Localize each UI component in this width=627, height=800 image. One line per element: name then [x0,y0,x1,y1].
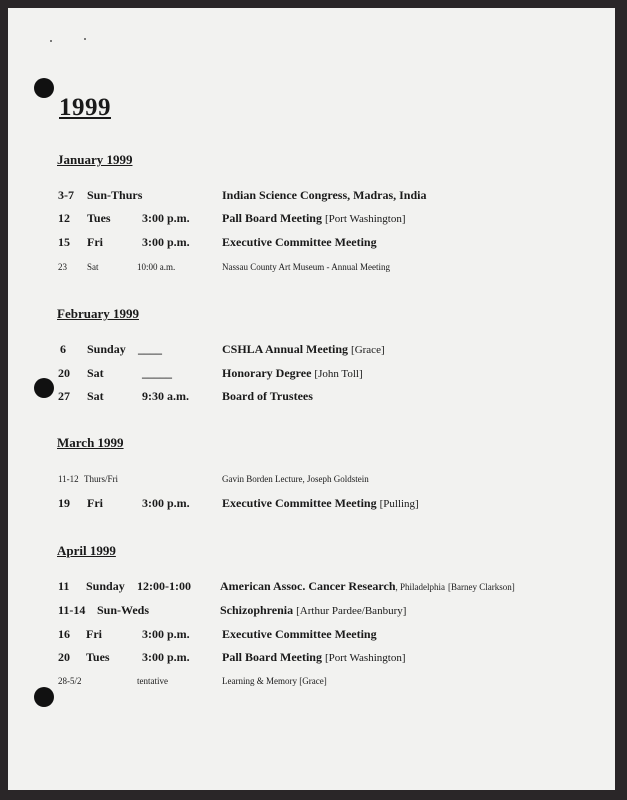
event-note: [Grace] [299,676,327,686]
event-day: Sunday [86,579,125,593]
event-title: Board of Trustees [222,389,313,403]
event-title: Learning & Memory [222,676,297,686]
event-time: 12:00-1:00 [137,579,191,593]
event-note: [Port Washington] [324,652,406,664]
event-title: Indian Science Congress, Madras, India [222,188,427,202]
event-title: Executive Committee Meeting [222,235,377,249]
event-entry [222,650,405,665]
event-date: 19 [58,496,70,510]
event-entry [222,342,385,357]
event-date: 23 [58,262,67,272]
event-time: tentative [137,676,168,686]
event-title: American Assoc. Cancer Research [220,579,396,593]
event-title: Executive Committee Meeting [222,627,377,641]
event-time: ____ [138,342,162,356]
event-time: 3:00 p.m. [142,211,190,225]
event-title: Gavin Borden Lecture, Joseph Goldstein [222,474,369,484]
event-day: Tues [87,211,111,225]
speck [50,40,52,42]
event-day: Sun-Weds [97,603,150,617]
event-day: Fri [87,496,103,510]
event-date: 12 [58,211,70,225]
event-day: Fri [87,235,103,249]
speck [84,38,86,40]
event-day: Sat [87,366,104,380]
event-date: 28-5/2 [58,676,82,686]
event-time: _____ [142,366,172,380]
event-date: 27 [58,389,70,403]
event-date: 11-12 [58,474,79,484]
event-note: [Arthur Pardee/Banbury] [296,605,407,617]
event-title: Nassau County Art Museum - Annual Meeting [222,262,390,272]
event-date: 11 [58,579,70,593]
month-heading-april: April 1999 [57,543,116,558]
event-note: [John Toll] [314,368,363,380]
event-time: 3:00 p.m. [142,627,190,641]
month-heading-february: February 1999 [57,306,139,321]
event-title: Schizophrenia [220,603,294,617]
punch-hole [34,78,54,98]
event-date: 11-14 [58,603,86,617]
event-title: CSHLA Annual Meeting [222,342,349,356]
event-title: Honorary Degree [222,366,312,380]
event-day: Sat [87,389,104,403]
event-note: [Pulling] [379,498,419,510]
event-entry [220,603,406,618]
event-day: Sun-Thurs [87,188,143,202]
event-date: 3-7 [58,188,74,202]
event-note: [Barney Clarkson] [448,582,515,592]
event-date: 20 [58,650,70,664]
event-date: 20 [58,366,70,380]
event-time: 3:00 p.m. [142,235,190,249]
month-heading-march: March 1999 [57,435,124,450]
event-entry [220,579,515,594]
event-entry [222,676,327,686]
event-title: Pall Board Meeting [222,211,322,225]
document-page [8,8,615,790]
event-time: 3:00 p.m. [142,650,190,664]
event-day: Sunday [87,342,126,356]
event-note: [Grace] [351,344,385,356]
event-entry [222,366,363,381]
page-title: 1999 [59,94,111,121]
event-time: 9:30 a.m. [142,389,189,403]
event-entry [222,211,405,226]
event-title: Executive Committee Meeting [222,496,377,510]
event-time: 3:00 p.m. [142,496,190,510]
event-date: 6 [60,342,66,356]
event-day: Thurs/Fri [84,474,119,484]
punch-hole [34,687,54,707]
event-title: Pall Board Meeting [222,650,322,664]
event-time: 10:00 a.m. [137,262,176,272]
event-day: Fri [86,627,102,641]
event-note: [Port Washington] [324,213,406,225]
month-heading-january: January 1999 [57,152,133,167]
event-day: Tues [86,650,110,664]
event-location: , Philadelphia [395,582,446,592]
event-date: 15 [58,235,70,249]
event-day: Sat [87,262,99,272]
event-entry [222,496,419,511]
punch-hole [34,378,54,398]
event-date: 16 [58,627,70,641]
